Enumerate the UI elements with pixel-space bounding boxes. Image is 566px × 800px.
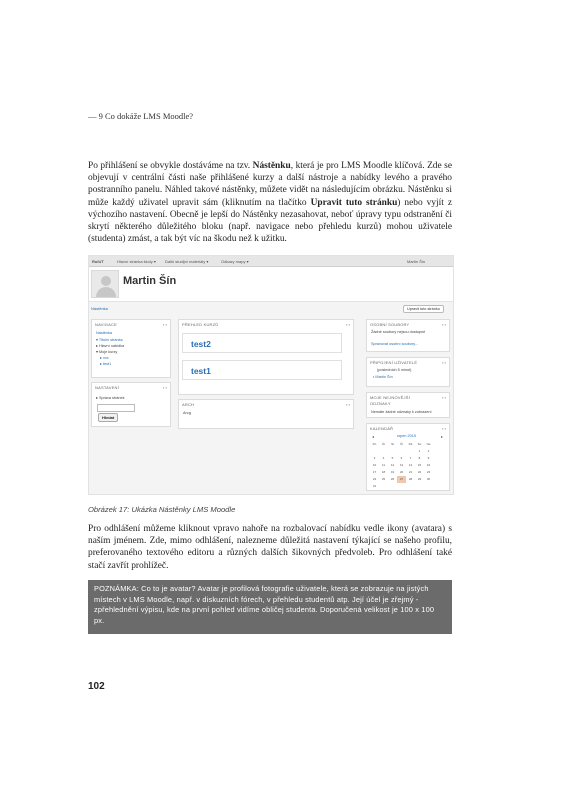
calendar-day[interactable]: 9 [427, 456, 430, 460]
calendar-day[interactable]: 29 [417, 477, 422, 481]
block-controls-icon[interactable]: ▪ ▪ [163, 385, 167, 390]
nav-item-home[interactable]: ▾ Titulní stránka [96, 338, 123, 342]
calendar-day[interactable]: 3 [373, 456, 376, 460]
note-label: POZNÁMKA [94, 584, 137, 593]
calendar-day[interactable]: 30 [426, 477, 431, 481]
intro-bold-nastenka: Nástěnku [252, 161, 291, 171]
moodle-dashboard-screenshot [88, 255, 454, 495]
calendar-day [424, 483, 433, 490]
calendar-day[interactable]: 14 [408, 463, 413, 467]
calendar-day[interactable]: 6 [400, 456, 403, 460]
block-controls-icon[interactable]: ▪ ▪ [442, 395, 446, 400]
settings-block-title: NASTAVENÍ [95, 385, 119, 390]
calendar-weekday: St [391, 442, 394, 446]
note-box [88, 580, 452, 634]
course-item-test1[interactable] [182, 360, 342, 380]
page-number: 102 [88, 681, 105, 692]
calendar-week-row [370, 483, 433, 490]
navigation-block [91, 319, 171, 378]
logout-paragraph: Pro odhlášení můžeme kliknout vpravo nahoře na rozbalovací nabídku vedle ikony (avatara) s naším jménem. Zde, mimo odhlášení, nalezneme důležitá nastavení týkající se našeho profilu, preferovaného textového editoru a různých dalších šikovných předvoleb. Pro odhlášení také stačí zavřít prohlížeč. [88, 524, 452, 571]
navbar-menu-materials[interactable]: Další studijní materiály ▾ [165, 259, 209, 264]
course-link[interactable]: test2 [191, 339, 211, 349]
calendar-week-row [370, 476, 433, 483]
calendar-day[interactable]: 2 [427, 449, 430, 453]
intro-text-3: ) nebo vyjít z výchozího nastavení. Obecně je lepší do Nástěnky nezasahovat, neboť úpravy typu odstranění či skrytí některého důležitého bloku (např. navigace nebo přehledu kurzů) mohou uživatele (studenta) zmást, a tak být víc na škodu než k užitku. [88, 197, 453, 245]
navigation-block-title: NAVIGACE [95, 322, 117, 327]
page-header [89, 267, 453, 302]
calendar-day[interactable]: 17 [372, 470, 377, 474]
private-files-block [366, 319, 450, 352]
online-users-block [366, 357, 450, 387]
calendar-month[interactable]: srpen 2015 [397, 434, 416, 438]
nav-item-my-courses[interactable]: ▾ Moje kurzy [96, 350, 118, 354]
course-overview-title: PŘEHLED KURZŮ [182, 322, 219, 327]
arch-block-title: ARCH [182, 402, 195, 407]
note-text [94, 584, 446, 626]
nav-item-main-menu[interactable]: ▸ Hlavní nabídka [96, 344, 125, 348]
search-button[interactable]: Hledat [98, 413, 118, 422]
block-controls-icon[interactable]: ▪ ▪ [442, 360, 446, 365]
calendar-day[interactable]: 28 [408, 477, 413, 481]
calendar-day[interactable]: 20 [399, 470, 404, 474]
calendar-day[interactable]: 12 [390, 463, 395, 467]
calendar-title: KALENDÁŘ [370, 426, 394, 431]
calendar-day[interactable]: 5 [391, 456, 394, 460]
arch-block [178, 399, 354, 429]
calendar-day [406, 448, 415, 455]
calendar-day[interactable]: 21 [408, 470, 413, 474]
user-name: Martin Šín [123, 275, 177, 287]
calendar-day[interactable]: 24 [372, 477, 377, 481]
private-files-title: OSOBNÍ SOUBORY [370, 322, 410, 327]
calendar-week-row [370, 448, 433, 455]
calendar-day[interactable]: 18 [381, 470, 386, 474]
nav-item-course-xxx[interactable]: ▸ xxx [100, 356, 109, 360]
calendar-day[interactable]: 16 [426, 463, 431, 467]
online-users-title: PŘIPOJENÍ UŽIVATELÉ [370, 360, 418, 365]
intro-paragraph [88, 160, 452, 245]
breadcrumb[interactable]: Nástěnka [91, 306, 108, 311]
site-logo: RolUT [92, 259, 104, 264]
calendar-day[interactable]: 15 [417, 463, 422, 467]
block-controls-icon[interactable]: ▪ ▪ [163, 322, 167, 327]
calendar-day [397, 448, 406, 455]
course-link[interactable]: test1 [191, 366, 211, 376]
calendar-day[interactable]: 25 [381, 477, 386, 481]
calendar-day[interactable]: 26 [390, 477, 395, 481]
intro-text-1: Po přihlášení se obvykle dostáváme na tzv. [88, 161, 253, 171]
calendar-day [406, 483, 415, 490]
block-controls-icon[interactable]: ▪ ▪ [442, 322, 446, 327]
navbar-user-menu[interactable]: Martin Šín [407, 259, 426, 264]
calendar-day[interactable]: 7 [409, 456, 412, 460]
block-controls-icon[interactable]: ▪ ▪ [346, 322, 350, 327]
online-users-period: (posledních 5 minut) [377, 368, 412, 372]
calendar-day[interactable]: 1 [418, 449, 421, 453]
calendar-weekday: Po [372, 442, 377, 446]
calendar-weekday: Ne [426, 442, 431, 446]
calendar-day[interactable]: 11 [381, 463, 386, 467]
calendar-day[interactable]: 22 [417, 470, 422, 474]
calendar-week-row [370, 462, 433, 469]
note-body: : Co to je avatar? Avatar je profilová fotografie uživatele, která se zobrazuje na jistých místech v LMS Moodle, např. v diskuzních fórech, v přehledu studentů atp. Její účel je zřejmý - zpřehlednění výpisu, kde na první pohled vidíme obličej studenta. Doporučená velikost je 100 x 100 px. [94, 584, 435, 625]
calendar-weekday-row [370, 441, 433, 448]
calendar-week-row [370, 469, 433, 476]
figure-caption: Obrázek 17: Ukázka Nástěnky LMS Moodle [88, 505, 236, 514]
calendar-day [379, 448, 388, 455]
calendar-day[interactable]: 13 [399, 463, 404, 467]
intro-text-2: , která je pro LMS Moodle klíčová. Zde se objevují v centrální části naše přihlášené kurzy a další nástroje a nabídky levého a pravého postranního panelu. Náhled takové nástěnky, můžete vidět na následujícím obrázku. Nástěnku si může každý uživatel upravit sám (kliknutím na tlačítko [88, 161, 452, 208]
running-header: — 9 Co dokáže LMS Moodle? [88, 111, 194, 121]
course-overview-block [178, 319, 354, 395]
calendar-day[interactable]: 31 [372, 484, 377, 488]
avatar [91, 270, 119, 298]
calendar-day [388, 483, 397, 490]
calendar-weekday: So [417, 442, 422, 446]
calendar-weekday: Čt [400, 442, 403, 446]
navbar-menu-home[interactable]: Hlavní stránka školy ▾ [117, 259, 156, 264]
badges-block [366, 392, 450, 418]
calendar-block [366, 423, 450, 491]
calendar-next-icon[interactable]: ▸ [441, 435, 443, 439]
calendar-day [370, 448, 379, 455]
calendar-day[interactable]: 8 [418, 456, 421, 460]
calendar-day[interactable]: 19 [390, 470, 395, 474]
settings-block [91, 382, 171, 427]
navbar-menu-links[interactable]: Odkazy mapy ▾ [221, 259, 249, 264]
manage-files-link[interactable]: Spravovat osobní soubory... [371, 342, 418, 346]
calendar-grid [370, 441, 433, 490]
calendar-day[interactable]: 23 [426, 470, 431, 474]
edit-page-button[interactable]: Upravit tuto stránku [403, 305, 444, 313]
calendar-day[interactable]: 10 [372, 463, 377, 467]
calendar-weekday: Pá [408, 442, 413, 446]
calendar-today[interactable]: 27 [397, 476, 406, 483]
calendar-week-row [370, 455, 433, 462]
calendar-day [379, 483, 388, 490]
calendar-day[interactable]: 4 [382, 456, 385, 460]
calendar-prev-icon[interactable]: ◂ [372, 435, 374, 439]
badges-text: Nemáte žádné odznaky k zobrazení [371, 410, 432, 414]
private-files-text: Žádné soubory nejsou dostupné [371, 330, 426, 334]
badges-title: MOJE NEJNOVĚJŠÍ ODZNAKY [370, 395, 410, 406]
nav-item-course-test1[interactable]: ▸ test1 [100, 362, 112, 366]
calendar-day [388, 448, 397, 455]
course-item-test2[interactable] [182, 333, 342, 353]
intro-bold-upravit: Upravit tuto stránku [310, 197, 398, 208]
calendar-day [397, 483, 406, 490]
arch-block-text: Arcg [183, 411, 191, 415]
block-controls-icon[interactable]: ▪ ▪ [442, 426, 446, 431]
search-input[interactable] [97, 404, 135, 412]
block-controls-icon[interactable]: ▪ ▪ [346, 402, 350, 407]
online-user-link[interactable]: ▪ Martin Šín [373, 375, 393, 379]
settings-item[interactable]: ▸ Správa stránek [96, 396, 125, 400]
calendar-weekday: Út [382, 442, 385, 446]
calendar-day [415, 483, 424, 490]
top-navbar [89, 256, 453, 267]
nav-item-dashboard[interactable]: Nástěnka [96, 331, 113, 335]
